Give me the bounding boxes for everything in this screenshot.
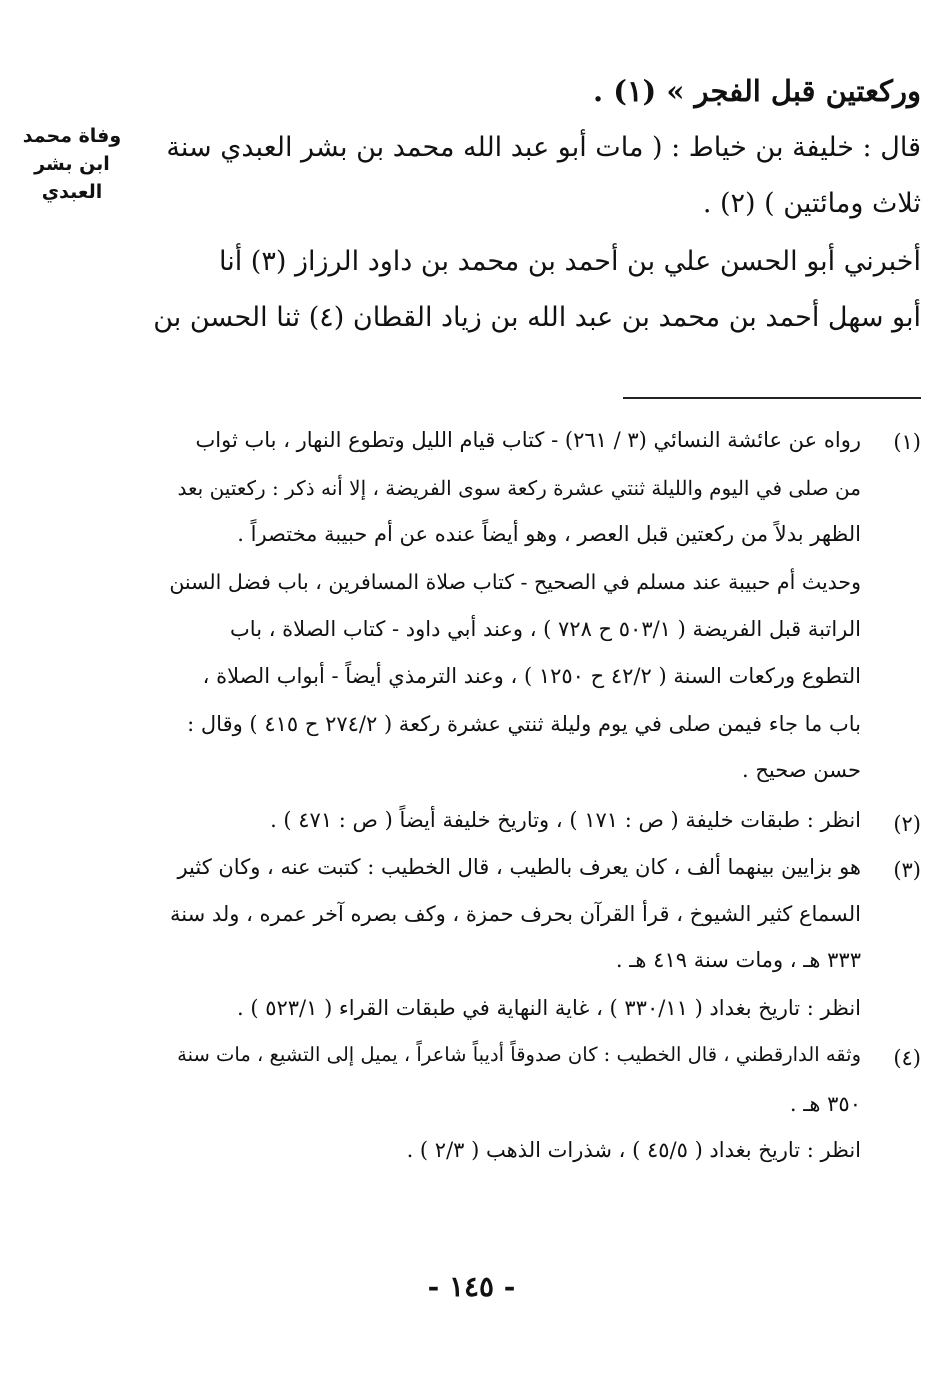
footnote-3-line-3: ٣٣٣ هـ ، ومات سنة ٤١٩ هـ . — [615, 948, 861, 972]
footnote-1-line-7: باب ما جاء فيمن صلى في يوم وليلة ثنتي عشرة ركعة ( ٢٧٤/٢ ح ٤١٥ ) وقال : — [187, 712, 861, 736]
main-line-4: أخبرني أبو الحسن علي بن أحمد بن محمد بن داود الرزاز (٣) أنا — [218, 246, 921, 277]
footnote-1-line-3: الظهر بدلاً من ركعتين قبل العصر ، وهو أيضاً عنده عن أم حبيبة مختصراً . — [237, 522, 861, 546]
footnote-3-line-4: انظر : تاريخ بغداد ( ٣٣٠/١١ ) ، غاية النهاية في طبقات القراء ( ٥٢٣/١ ) . — [236, 996, 861, 1020]
footnote-1-number: (١) — [893, 430, 921, 454]
footnote-4-number: (٤) — [893, 1046, 921, 1070]
footnote-4-line-1: وثقه الدارقطني ، قال الخطيب : كان صدوقاً أديباً شاعراً ، يميل إلى التشيع ، مات سنة — [177, 1043, 861, 1066]
footnote-3-line-1: هو بزايين بينهما ألف ، كان يعرف بالطيب ، قال الخطيب : كتبت عنه ، وكان كثير — [177, 855, 861, 879]
footnote-4-line-3: انظر : تاريخ بغداد ( ٤٥/٥ ) ، شذرات الذهب ( ٢/٣ ) . — [406, 1138, 861, 1162]
footnote-1-line-6: التطوع وركعات السنة ( ٤٢/٢ ح ١٢٥٠ ) ، وعند الترمذي أيضاً - أبواب الصلاة ، — [202, 664, 861, 688]
footnote-2-number: (٢) — [893, 812, 921, 836]
footnote-1-line-4: وحديث أم حبيبة عند مسلم في الصحيح - كتاب صلاة المسافرين ، باب فضل السنن — [169, 570, 861, 594]
footnote-1-line-1: رواه عن عائشة النسائي (٣ / ٢٦١) - كتاب قيام الليل وتطوع النهار ، باب ثواب — [195, 428, 861, 452]
footnote-3-line-2: السماع كثير الشيوخ ، قرأ القرآن بحرف حمزة ، وكف بصره آخر عمره ، ولد سنة — [169, 902, 861, 926]
main-line-5: أبو سهل أحمد بن محمد بن عبد الله بن زياد القطان (٤) ثنا الحسن بن — [153, 302, 921, 333]
main-line-1: وركعتين قبل الفجر » (١) . — [593, 74, 921, 108]
footnote-1-line-2: من صلى في اليوم والليلة ثنتي عشرة ركعة سوى الفريضة ، إلا أنه ذكر : ركعتين بعد — [177, 476, 861, 500]
margin-heading-line-3: العبدي — [41, 181, 103, 203]
margin-heading-line-1: وفاة محمد — [22, 125, 122, 147]
footnote-2-line-1: انظر : طبقات خليفة ( ص : ١٧١ ) ، وتاريخ خليفة أيضاً ( ص : ٤٧١ ) . — [270, 808, 861, 832]
margin-heading — [18, 122, 126, 206]
footnote-3-number: (٣) — [893, 858, 921, 882]
footnote-1-line-5: الراتبة قبل الفريضة ( ٥٠٣/١ ح ٧٢٨ ) ، وعند أبي داود - كتاب الصلاة ، باب — [230, 617, 861, 641]
page-number: - ١٤٥ - — [427, 1270, 516, 1303]
main-line-2: قال : خليفة بن خياط : ( مات أبو عبد الله محمد بن بشر العبدي سنة — [166, 132, 921, 163]
footnote-4-line-2: ٣٥٠ هـ . — [789, 1092, 861, 1116]
main-line-3: ثلاث ومائتين ) (٢) . — [702, 188, 921, 219]
margin-heading-line-2: ابن بشر — [34, 153, 110, 175]
footnote-1-line-8: حسن صحيح . — [741, 758, 861, 782]
footnote-separator — [623, 397, 921, 399]
